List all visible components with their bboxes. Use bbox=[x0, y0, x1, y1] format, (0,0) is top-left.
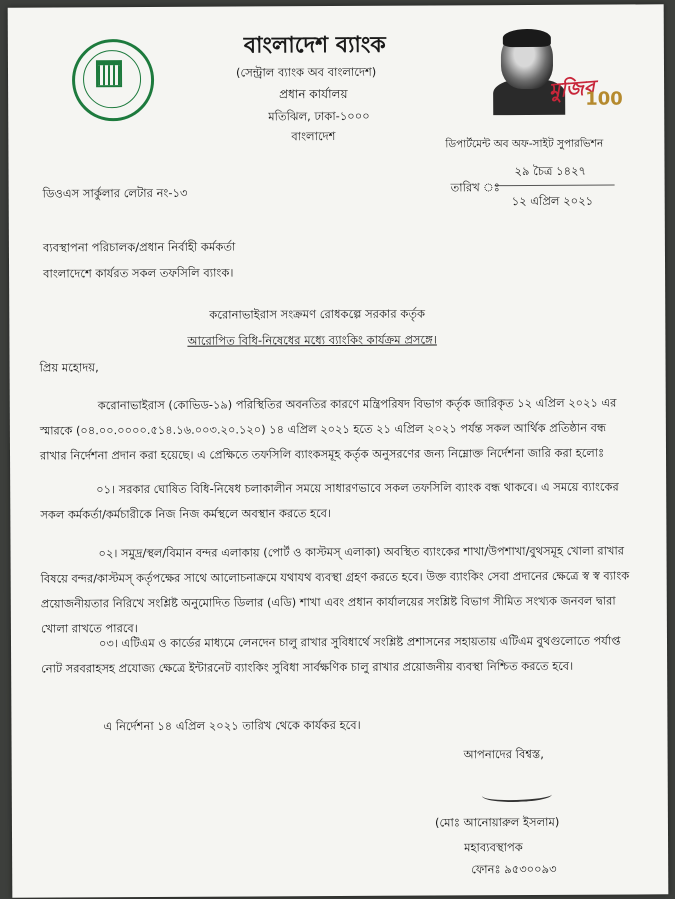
country-name: বাংলাদেশ bbox=[291, 129, 336, 144]
point-3: ০৩। এটিএম ও কার্ডের মাধ্যমে লেনদেন চালু রাখার সুবিধার্থে সংশ্লিষ্ট প্রশাসনের সহায়তায় এটিএম বুথগুলোতে পর্যাপ্ত নোট সরবরাহসহ প্রযোজ্য ক্ষেত্রে ইন্টারনেট ব্যাংকিং সুবিধা সার্বক্ষণিক চালু রাখার প্রয়োজনীয় ব্যবস্থা নিশ্চিত করতে হবে। bbox=[41, 633, 621, 676]
bank-subtitle: (সেন্ট্রাল ব্যাংক অব বাংলাদেশ) bbox=[235, 64, 377, 80]
subject-line-2: আরোপিত বিধি-নিষেধের মধ্যে ব্যাংকিং কার্যক্রম প্রসঙ্গে। bbox=[187, 332, 437, 348]
point-1: ০১। সরকার ঘোষিত বিধি-নিষেধ চলাকালীন সময়ে সাধারণভাবে সকল তফসিলি ব্যাংক বন্ধ থাকবে। এ সময়ে ব্যাংকের সকল কর্মকর্তা/কর্মচারীকে নিজ নিজ কর্মস্থলে অবস্থান করতে হবে। bbox=[40, 479, 619, 522]
date-bangla: ২৯ চৈত্র ১৪২৭ bbox=[514, 163, 587, 179]
office-address: মতিঝিল, ঢাকা-১০০০ bbox=[268, 108, 370, 124]
recipient-line-2: বাংলাদেশে কার্যরত সকল তফসিলি ব্যাংক। bbox=[43, 265, 234, 281]
subject-line-1: করোনাভাইরাস সংক্রমণ রোধকল্পে সরকার কর্তৃক bbox=[209, 306, 426, 322]
emblem-logo-text: মুজিব bbox=[548, 75, 596, 103]
document-page bbox=[8, 4, 669, 897]
date-divider bbox=[495, 185, 615, 187]
date-label: তারিখ ঃ bbox=[450, 180, 500, 195]
intro-paragraph: করোনাভাইরাস (কোভিড-১৯) পরিস্থিতির অবনতির কারণে মন্ত্রিপরিষদ বিভাগ কর্তৃক জারিকৃত ১২ এপ্রিল ২০২১ এর স্মারকে (০৪.০০.০০০০.৫১৪.১৬.০০৩.২০.১২০) ১৪ এপ্রিল ২০২১ হতে ২১ এপ্রিল ২০২১ পর্যন্ত সকল আর্থিক প্রতিষ্ঠান বন্ধ রাখার নির্দেশনা প্রদান করা হয়েছে। এ প্রেক্ষিতে তফসিলি ব্যাংকসমূহ কর্তৃক অনুসরণের জন্য নিম্নোক্ত নির্দেশনা জারি করা হলোঃ bbox=[39, 395, 617, 463]
circular-number: ডিওএস সার্কুলার লেটার নং-১৩ bbox=[42, 185, 188, 201]
signatory-phone: ফোনঃ ৯৫৩০০৯৩ bbox=[471, 861, 557, 877]
bangladesh-bank-seal-logo bbox=[72, 39, 154, 121]
date-english: ১২ এপ্রিল ২০২১ bbox=[511, 193, 594, 209]
signatory-name: (মোঃ আনোয়ারুল ইসলাম) bbox=[434, 814, 560, 830]
closing-text: আপনাদের বিশ্বস্ত, bbox=[463, 746, 544, 762]
signatory-designation: মহাব্যবস্থাপক bbox=[464, 840, 523, 855]
mujib-centenary-emblem bbox=[493, 26, 625, 117]
office-name: প্রধান কার্যালয় bbox=[279, 86, 348, 102]
emblem-number: 100 bbox=[585, 88, 623, 110]
bank-name: বাংলাদেশ ব্যাংক bbox=[243, 32, 386, 59]
effective-date-note: এ নির্দেশনা ১৪ এপ্রিল ২০২১ তারিখ থেকে কার্যকর হবে। bbox=[103, 717, 361, 734]
recipient-line-1: ব্যবস্থাপনা পরিচালক/প্রধান নির্বাহী কর্মকর্তা bbox=[42, 239, 236, 255]
department-name: ডিপার্টমেন্ট অব অফ-সাইট সুপারভিশন bbox=[445, 137, 604, 151]
point-2: ০২। সমুদ্র/স্থল/বিমান বন্দর এলাকায় (পোর্ট ও কাস্টমস্ এলাকা) অবস্থিত ব্যাংকের শাখা/উপশাখা/বুথসমূহ খোলা রাখার বিষয়ে বন্দর/কাস্টমস্ কর্তৃপক্ষের সাথে আলোচনাক্রমে যথাযথ ব্যবস্থা গ্রহণ করতে হবে। উক্ত ব্যাংকিং সেবা প্রদানের ক্ষেত্রে স্ব স্ব ব্যাংক প্রয়োজনীয়তার নিরিখে সংশ্লিষ্ট অনুমোদিত ডিলার (এডি) শাখা এবং প্রধান কার্যালয়ের সংশ্লিষ্ট বিভাগ সীমিত সংখ্যক জনবল দ্বারা খোলা রাখতে পারবে। bbox=[40, 543, 630, 636]
handwritten-signature bbox=[481, 786, 552, 804]
salutation: প্রিয় মহোদয়, bbox=[39, 360, 99, 375]
